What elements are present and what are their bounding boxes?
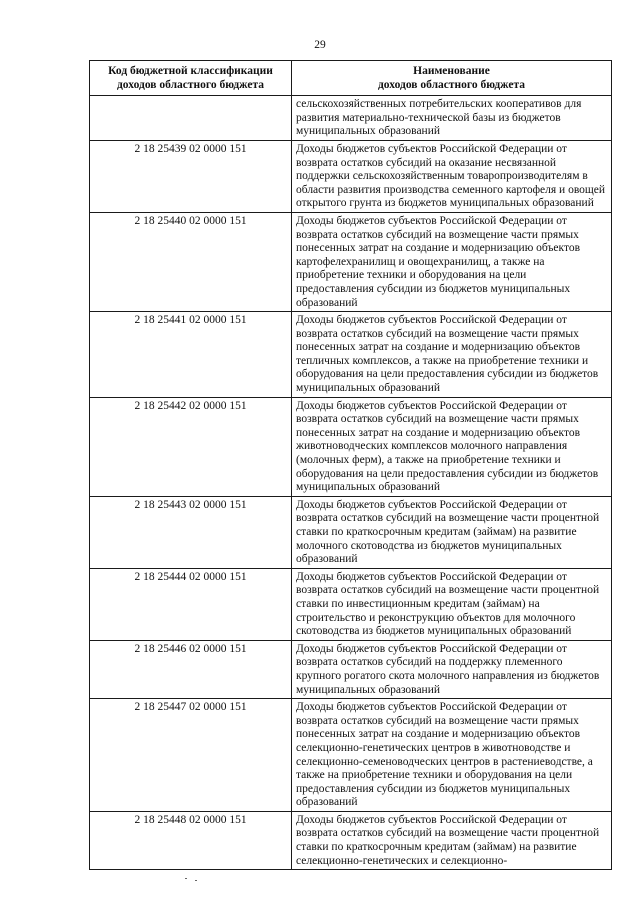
table-row — [90, 140, 612, 212]
row-name: Доходы бюджетов субъектов Российской Федерации от возврата остатков субсидий на поддержку племенного крупного рогатого скота молочного направления из бюджетов муниципальных образований — [292, 640, 612, 698]
scan-speck — [185, 878, 187, 879]
scan-speck — [195, 880, 197, 881]
row-name: Доходы бюджетов субъектов Российской Федерации от возврата остатков субсидий на возмещение части прямых понесенных затрат на создание и модернизацию объектов тепличных комплексов, а также на приобретение техники и оборудования на цели предоставления субсидии из бюджетов муниципальных образований — [292, 312, 612, 398]
table-row — [90, 496, 612, 568]
row-code: 2 18 25448 02 0000 151 — [90, 811, 292, 869]
row-name: Доходы бюджетов субъектов Российской Федерации от возврата остатков субсидий на возмещение части прямых понесенных затрат на создание и модернизацию объектов картофелехранилищ и овощехранилищ, а также на приобретение техники и оборудования на цели предоставления субсидии из бюджетов муниципальных образований — [292, 212, 612, 311]
row-name: Доходы бюджетов субъектов Российской Федерации от возврата остатков субсидий на возмещение части процентной ставки по инвестиционным кредитам (займам) на строительство и реконструкцию объектов для молочного скотоводства из бюджетов муниципальных образований — [292, 568, 612, 640]
row-name: Доходы бюджетов субъектов Российской Федерации от возврата остатков субсидий на возмещение части прямых понесенных затрат на создание и модернизацию объектов селекционно-генетических центров в животноводстве и селекционно-семеноводческих центров в растениеводстве, а также на приобретение техники и оборудования на цели предоставления субсидии из бюджетов муниципальных образований — [292, 699, 612, 812]
row-name: сельскохозяйственных потребительских кооперативов для развития материально-технической базы из бюджетов муниципальных образований — [292, 96, 612, 141]
header-code-line-2: доходов областного бюджета — [116, 78, 264, 91]
row-code: 2 18 25442 02 0000 151 — [90, 397, 292, 496]
header-name — [292, 61, 612, 96]
table-row — [90, 811, 612, 869]
row-name: Доходы бюджетов субъектов Российской Федерации от возврата остатков субсидий на оказание несвязанной поддержки сельскохозяйственным товаропроизводителям в области развития производства семенного картофеля и овощей открытого грунта из бюджетов муниципальных образований — [292, 140, 612, 212]
table-row — [90, 312, 612, 398]
table-header-row — [90, 61, 612, 96]
row-code: 2 18 25440 02 0000 151 — [90, 212, 292, 311]
header-code — [90, 61, 292, 96]
header-name-line-2: доходов областного бюджета — [377, 78, 525, 91]
table-row — [90, 397, 612, 496]
row-name: Доходы бюджетов субъектов Российской Федерации от возврата остатков субсидий на возмещение части процентной ставки по краткосрочным кредитам (займам) на развитие селекционно-генетических и селекционно- — [292, 811, 612, 869]
table-row — [90, 212, 612, 311]
row-code: 2 18 25441 02 0000 151 — [90, 312, 292, 398]
header-name-line-1: Наименование — [413, 65, 490, 77]
table-row — [90, 568, 612, 640]
row-code: 2 18 25443 02 0000 151 — [90, 496, 292, 568]
budget-classification-table — [89, 60, 612, 870]
row-code: 2 18 25439 02 0000 151 — [90, 140, 292, 212]
row-code: 2 18 25444 02 0000 151 — [90, 568, 292, 640]
page-number: 29 — [314, 39, 326, 51]
row-name: Доходы бюджетов субъектов Российской Федерации от возврата остатков субсидий на возмещение части прямых понесенных затрат на создание и модернизацию объектов животноводческих комплексов молочного направления (молочных ферм), а также на приобретение техники и оборудования на цели предоставления субсидии из бюджетов муниципальных образований — [292, 397, 612, 496]
table-row — [90, 699, 612, 812]
row-code: 2 18 25446 02 0000 151 — [90, 640, 292, 698]
row-name: Доходы бюджетов субъектов Российской Федерации от возврата остатков субсидий на возмещение части процентной ставки по краткосрочным кредитам (займам) на развитие молочного скотоводства из бюджетов муниципальных образований — [292, 496, 612, 568]
row-code: 2 18 25447 02 0000 151 — [90, 699, 292, 812]
table-row — [90, 96, 612, 141]
row-code — [90, 96, 292, 141]
table-row — [90, 640, 612, 698]
header-code-line-1: Код бюджетной классификации — [108, 65, 273, 77]
